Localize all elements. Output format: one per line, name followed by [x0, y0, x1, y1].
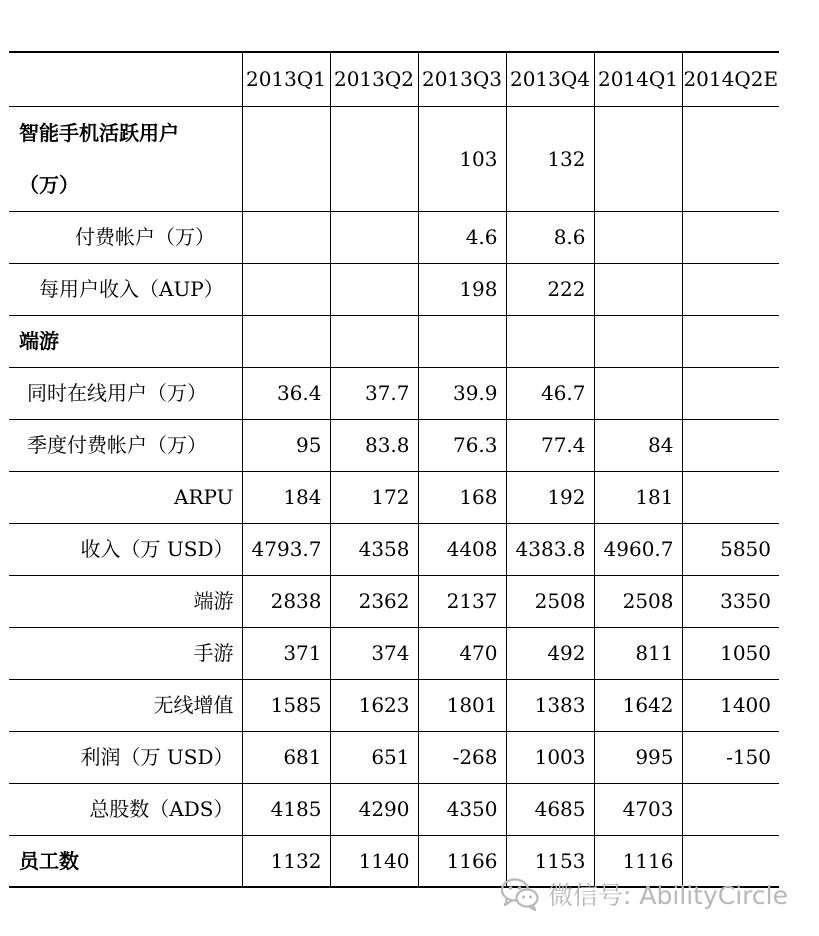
table-row	[9, 106, 779, 211]
table-cell	[418, 315, 506, 367]
table-row	[9, 679, 779, 731]
table-cell: 4685	[506, 783, 594, 835]
table-cell	[594, 106, 682, 211]
table-cell	[682, 315, 779, 367]
table-cell: 46.7	[506, 367, 594, 419]
col-header: 2013Q3	[418, 52, 506, 106]
table-row	[9, 263, 779, 315]
table-row	[9, 731, 779, 783]
row-label: 端游	[9, 315, 242, 367]
table-cell: 192	[506, 471, 594, 523]
row-label: 无线增值	[9, 679, 242, 731]
table-cell: 1585	[242, 679, 330, 731]
table-cell	[330, 211, 418, 263]
row-label: 季度付费帐户（万）	[9, 419, 242, 471]
row-label: 付费帐户（万）	[9, 211, 242, 263]
table-cell	[594, 263, 682, 315]
table-cell	[330, 106, 418, 211]
table-cell	[682, 367, 779, 419]
row-label: 员工数	[9, 835, 242, 887]
col-header: 2013Q4	[506, 52, 594, 106]
table-cell: 1166	[418, 835, 506, 887]
row-label: 总股数（ADS）	[9, 783, 242, 835]
col-header: 2014Q1	[594, 52, 682, 106]
table-cell: 811	[594, 627, 682, 679]
table-cell	[330, 315, 418, 367]
table-cell: 4703	[594, 783, 682, 835]
table-row	[9, 523, 779, 575]
table-cell: 2137	[418, 575, 506, 627]
watermark	[500, 874, 788, 914]
table-cell: 651	[330, 731, 418, 783]
table-cell: 184	[242, 471, 330, 523]
table-cell	[682, 419, 779, 471]
table-cell: 4383.8	[506, 523, 594, 575]
table-cell: 371	[242, 627, 330, 679]
row-label: 每用户收入（AUP）	[9, 263, 242, 315]
table-cell	[242, 315, 330, 367]
table-cell: 1132	[242, 835, 330, 887]
table-cell	[242, 211, 330, 263]
table-cell	[682, 211, 779, 263]
table-cell: 95	[242, 419, 330, 471]
table-cell: 1400	[682, 679, 779, 731]
row-label: 同时在线用户（万）	[9, 367, 242, 419]
table-cell: 3350	[682, 575, 779, 627]
table-cell: 681	[242, 731, 330, 783]
row-label	[9, 106, 242, 211]
table-row	[9, 419, 779, 471]
table-cell: 2508	[506, 575, 594, 627]
table-row	[9, 783, 779, 835]
table-cell: 470	[418, 627, 506, 679]
table-cell: 1153	[506, 835, 594, 887]
table-row	[9, 575, 779, 627]
col-header: 2013Q2	[330, 52, 418, 106]
table-cell: -150	[682, 731, 779, 783]
table-cell	[242, 263, 330, 315]
table-cell: 77.4	[506, 419, 594, 471]
table-cell: 8.6	[506, 211, 594, 263]
table-cell: 4350	[418, 783, 506, 835]
table-cell: 2508	[594, 575, 682, 627]
table-cell	[682, 471, 779, 523]
table-row	[9, 471, 779, 523]
table-cell	[682, 263, 779, 315]
table-cell: 1383	[506, 679, 594, 731]
header-row	[9, 52, 779, 106]
table-cell: 4290	[330, 783, 418, 835]
table-cell: 76.3	[418, 419, 506, 471]
table-cell: 4.6	[418, 211, 506, 263]
table-cell: 5850	[682, 523, 779, 575]
table-cell: 1801	[418, 679, 506, 731]
table-cell: 1623	[330, 679, 418, 731]
table-cell: 37.7	[330, 367, 418, 419]
table-cell	[242, 106, 330, 211]
table-cell: 222	[506, 263, 594, 315]
table-cell: 1050	[682, 627, 779, 679]
table-cell: 4185	[242, 783, 330, 835]
table-cell	[682, 783, 779, 835]
table-cell	[594, 315, 682, 367]
table-cell: 103	[418, 106, 506, 211]
table-cell: 1140	[330, 835, 418, 887]
header-empty-cell	[9, 52, 242, 106]
table-cell	[682, 106, 779, 211]
table-cell: 4960.7	[594, 523, 682, 575]
table-row	[9, 211, 779, 263]
table-cell: 1116	[594, 835, 682, 887]
table-cell: 4408	[418, 523, 506, 575]
table-cell: 1642	[594, 679, 682, 731]
table-cell: 181	[594, 471, 682, 523]
table-cell	[594, 211, 682, 263]
table-row	[9, 627, 779, 679]
table-cell: -268	[418, 731, 506, 783]
table-cell	[594, 367, 682, 419]
table-cell	[506, 315, 594, 367]
row-label: ARPU	[9, 471, 242, 523]
row-label-line2: （万）	[19, 172, 79, 197]
wechat-icon	[500, 877, 540, 911]
table-cell: 4793.7	[242, 523, 330, 575]
table-cell: 374	[330, 627, 418, 679]
table-cell: 36.4	[242, 367, 330, 419]
row-label: 利润（万 USD）	[9, 731, 242, 783]
watermark-text: 微信号: AbilityCircle	[548, 881, 788, 910]
table-cell: 198	[418, 263, 506, 315]
table-cell: 39.9	[418, 367, 506, 419]
row-label-line1: 智能手机活跃用户	[19, 120, 179, 145]
table-cell	[330, 263, 418, 315]
table-cell: 2362	[330, 575, 418, 627]
table-cell: 1003	[506, 731, 594, 783]
table-cell: 168	[418, 471, 506, 523]
row-label: 手游	[9, 627, 242, 679]
row-label: 收入（万 USD）	[9, 523, 242, 575]
table-cell: 83.8	[330, 419, 418, 471]
table-cell: 4358	[330, 523, 418, 575]
table-row	[9, 367, 779, 419]
table-cell: 172	[330, 471, 418, 523]
table-cell: 995	[594, 731, 682, 783]
row-label: 端游	[9, 575, 242, 627]
table-cell: 84	[594, 419, 682, 471]
col-header: 2014Q2E	[682, 52, 779, 106]
table-row	[9, 315, 779, 367]
data-table	[9, 51, 779, 888]
table-cell: 492	[506, 627, 594, 679]
table-cell: 2838	[242, 575, 330, 627]
table-cell: 132	[506, 106, 594, 211]
col-header: 2013Q1	[242, 52, 330, 106]
